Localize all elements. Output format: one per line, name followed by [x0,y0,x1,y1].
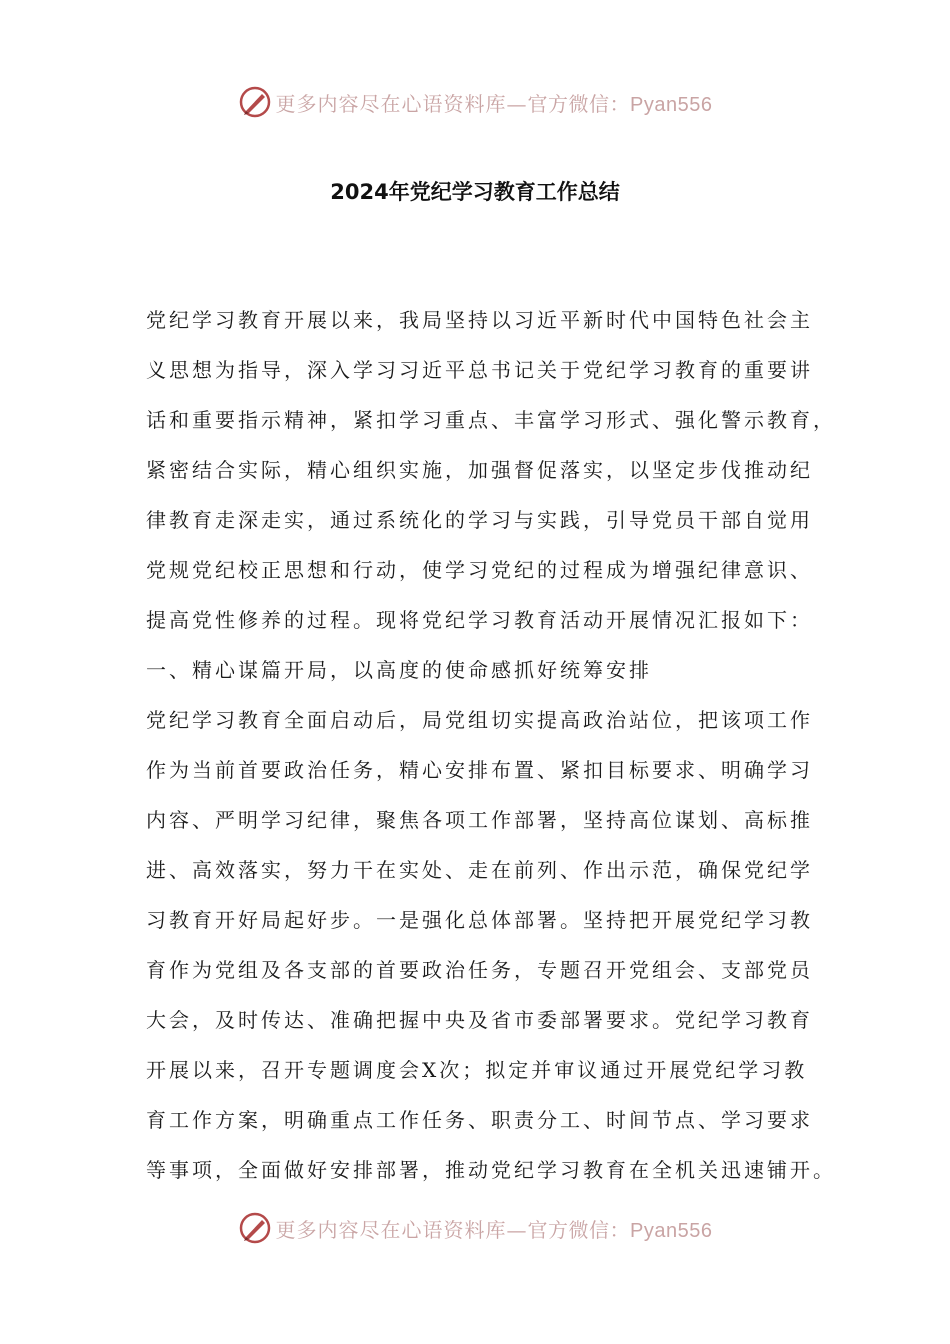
body-line: 党纪学习教育全面启动后，局党组切实提高政治站位，把该项工作 [146,708,813,732]
watermark-wechat: 官方微信：Pyan556 [527,1219,713,1242]
watermark-slogan: 更多内容尽在心语资料库— [275,1217,528,1242]
watermark-slogan: 更多内容尽在心语资料库— [275,91,528,116]
body-line: 大会，及时传达、准确把握中央及省市委部署要求。党纪学习教育 [146,1008,813,1032]
body-line: 作为当前首要政治任务，精心安排布置、紧扣目标要求、明确学习 [146,758,813,782]
body-line: 开展以来，召开专题调度会X次；拟定并审议通过开展党纪学习教 [146,1058,808,1082]
body-line: 话和重要指示精神，紧扣学习重点、丰富学习形式、强化警示教育， [146,408,836,432]
body-line: 律教育走深走实，通过系统化的学习与实践，引导党员干部自觉用 [146,508,813,532]
body-line: 育工作方案，明确重点工作任务、职责分工、时间节点、学习要求 [146,1108,813,1132]
body-line: 义思想为指导，深入学习习近平总书记关于党纪学习教育的重要讲 [146,358,813,382]
body-line: 内容、严明学习纪律，聚焦各项工作部署，坚持高位谋划、高标推 [146,808,813,832]
pen-logo-icon [238,1211,272,1245]
body-line: 党规党纪校正思想和行动，使学习党纪的过程成为增强纪律意识、 [146,558,813,582]
pen-logo-icon [238,85,272,119]
section-heading: 一、精心谋篇开局，以高度的使命感抓好统筹安排 [146,658,652,682]
body-line: 育作为党组及各支部的首要政治任务，专题召开党组会、支部党员 [146,958,813,982]
body-line: 紧密结合实际，精心组织实施，加强督促落实，以坚定步伐推动纪 [146,458,813,482]
document-body [146,300,836,1200]
body-line: 党纪学习教育开展以来，我局坚持以习近平新时代中国特色社会主 [146,308,813,332]
header-watermark [0,82,950,122]
document-title: 2024年党纪学习教育工作总结 [330,180,620,204]
body-line: 提高党性修养的过程。现将党纪学习教育活动开展情况汇报如下： [146,608,813,632]
footer-watermark [0,1208,950,1248]
body-line: 进、高效落实，努力干在实处、走在前列、作出示范，确保党纪学 [146,858,813,882]
body-line: 习教育开好局起好步。一是强化总体部署。坚持把开展党纪学习教 [146,908,813,932]
watermark-wechat: 官方微信：Pyan556 [527,93,713,116]
body-line: 等事项，全面做好安排部署，推动党纪学习教育在全机关迅速铺开。 [146,1158,836,1182]
